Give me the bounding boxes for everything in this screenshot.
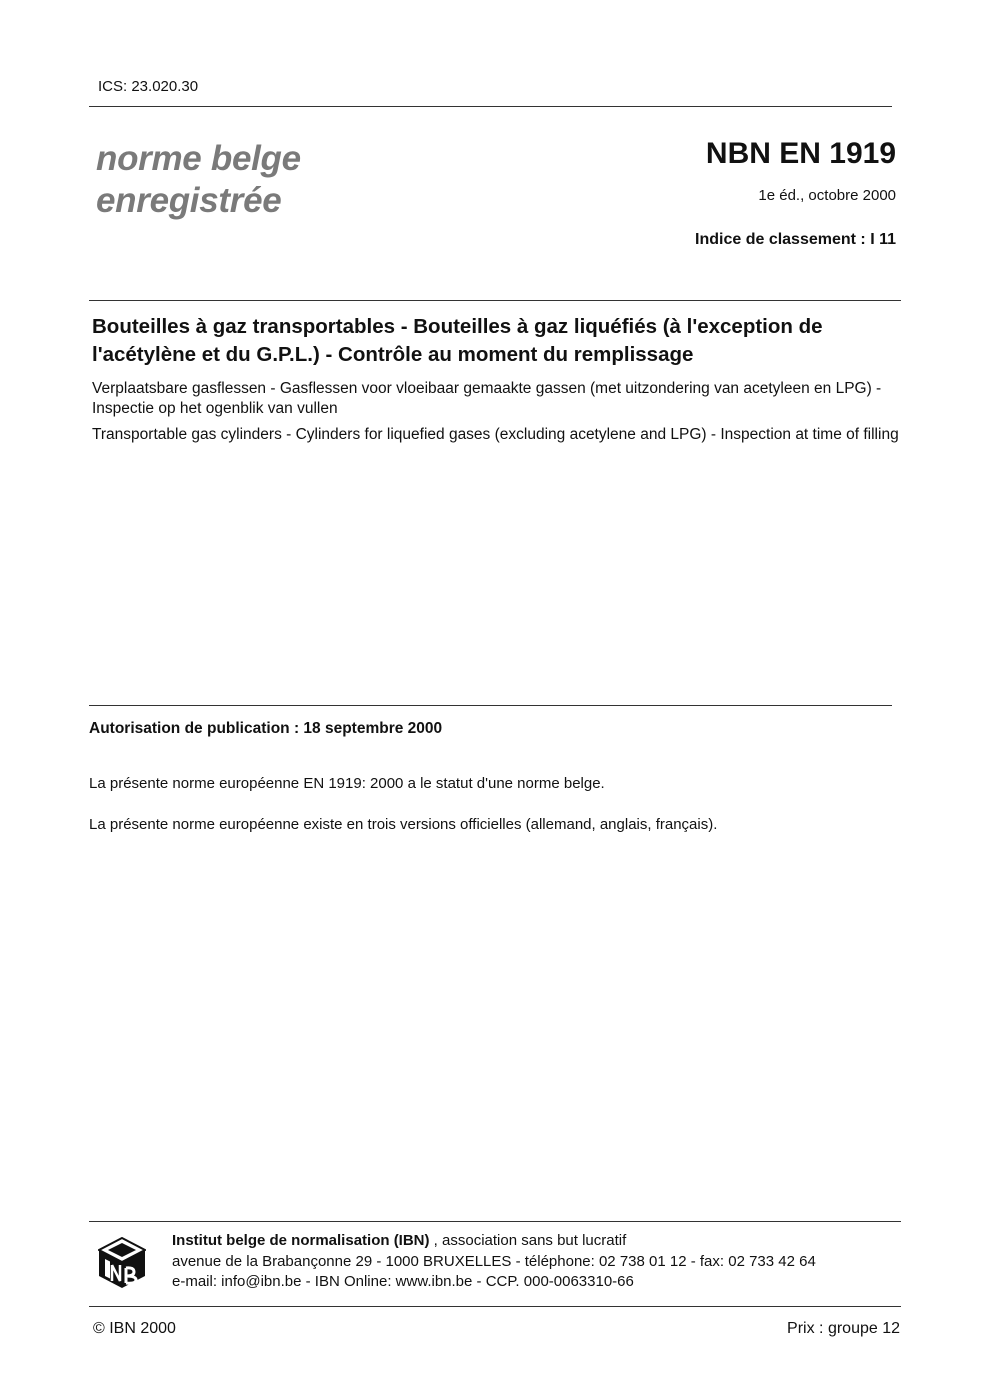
standard-code: NBN EN 1919 (705, 137, 896, 170)
ibn-logo-icon (98, 1237, 146, 1289)
institute-name (172, 1232, 626, 1249)
versions-statement: La présente norme européenne existe en trois versions officielles (allemand, anglais, français). (89, 816, 718, 833)
institute-name-bold: Institut belge de normalisation (IBN) (172, 1232, 430, 1249)
bottom-divider (89, 1306, 901, 1307)
ics-code: ICS: 23.020.30 (98, 78, 199, 95)
status-statement: La présente norme européenne EN 1919: 2000 a le statut d'une norme belge. (89, 775, 605, 792)
publication-divider (89, 705, 892, 706)
copyright: © IBN 2000 (93, 1320, 176, 1337)
norme-belge-label (96, 138, 301, 222)
institute-contact: e-mail: info@ibn.be - IBN Online: www.ibn.be - CCP. 000-0063310-66 (172, 1273, 634, 1290)
header-divider (89, 106, 892, 107)
footer-divider (89, 1221, 901, 1222)
institute-type: , association sans but lucratif (429, 1232, 627, 1249)
price-group: Prix : groupe 12 (787, 1320, 900, 1337)
norme-line-1: norme belge (96, 139, 301, 178)
classification-index: Indice de classement : I 11 (695, 231, 896, 248)
title-dutch: Verplaatsbare gasflessen - Gasflessen voor vloeibaar gemaakte gassen (met uitzondering van acetyleen en LPG) - Inspectie op het ogenblik van vullen (92, 380, 882, 417)
norme-line-2: enregistrée (96, 181, 282, 220)
title-english: Transportable gas cylinders - Cylinders for liquefied gases (excluding acetylene and LPG) - Inspection at time of filling (92, 426, 899, 443)
edition-date: 1e éd., octobre 2000 (758, 187, 896, 204)
title-divider (89, 300, 901, 301)
title-french: Bouteilles à gaz transportables - Bouteilles à gaz liquéfiés (à l'exception de l'acétylène et du G.P.L.) - Contrôle au moment du remplissage (92, 315, 823, 366)
institute-address: avenue de la Brabançonne 29 - 1000 BRUXELLES - téléphone: 02 738 01 12 - fax: 02 733 42 64 (172, 1253, 816, 1270)
publication-authorisation: Autorisation de publication : 18 septembre 2000 (89, 720, 443, 737)
ibn-logo (98, 1237, 146, 1289)
